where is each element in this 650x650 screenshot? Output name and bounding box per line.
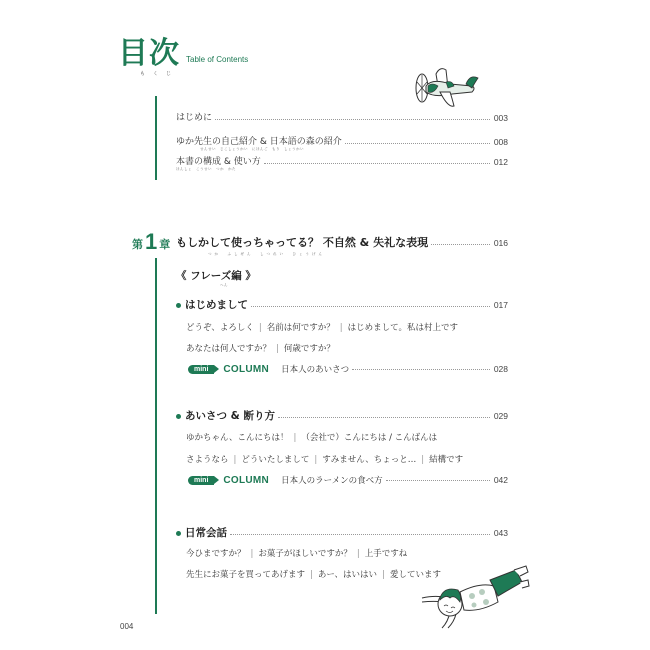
toc-label: ゆか先生の自己紹介 & 日本語の森の紹介 [176, 137, 342, 147]
intro-vertical-rule [155, 96, 157, 180]
phrase: あー、はいはい [317, 570, 378, 580]
leader-dots [278, 416, 490, 418]
mini-column-row[interactable] [188, 363, 508, 375]
phrase-line [186, 453, 463, 465]
toc-row-chapter-1[interactable] [176, 235, 508, 249]
toc-page: 008 [493, 137, 508, 147]
phrase: 何歳ですか？ [283, 344, 335, 354]
toc-ruby: せんせい じこしょうかい にほんご もり しょうかい [200, 147, 304, 151]
toc-row-self-intro[interactable] [176, 134, 508, 148]
mini-column-row[interactable] [188, 474, 508, 486]
column-label: COLUMN [223, 474, 270, 486]
column-label: COLUMN [223, 363, 270, 375]
leader-dots [251, 305, 490, 307]
toc-page: 012 [493, 157, 508, 167]
page-number: 004 [120, 622, 134, 631]
phrase: （会社で）こんにちは / こんばんは [301, 433, 438, 443]
separator: | [293, 433, 297, 443]
toc-page: 028 [493, 364, 508, 374]
phrase-line [186, 547, 407, 559]
arrow-icon [214, 365, 219, 373]
mini-badge: mini [188, 476, 214, 485]
section-label: 《 フレーズ編 》 [176, 270, 256, 282]
toc-row-structure[interactable] [176, 154, 508, 168]
leader-dots [352, 368, 490, 370]
phrase-line [186, 321, 458, 333]
toc-page: 016 [493, 238, 508, 248]
leader-dots [215, 118, 490, 120]
chapter-title: もしかして使っちゃってる？ 不自然 & 失礼な表現 [176, 236, 429, 249]
phrase: 上手ですね [364, 549, 408, 559]
section-ruby: へん [220, 283, 228, 287]
phrase: 先生にお菓子を買ってあげます [186, 570, 306, 580]
separator: | [421, 455, 425, 465]
leader-dots [264, 162, 490, 164]
chapter-num: 1 [145, 229, 158, 254]
toc-row-intro[interactable] [176, 110, 508, 124]
toc-ruby: ほんしょ こうせい つか かた [176, 167, 236, 171]
phrase: 名前は何ですか？ [266, 323, 335, 333]
leader-dots [431, 243, 490, 245]
phrase: どうぞ、よろしく [186, 323, 254, 333]
chapter-vertical-rule [155, 258, 157, 614]
separator: | [276, 344, 279, 354]
column-title: 日本人のあいさつ [281, 365, 350, 375]
toc-row-nichijou-kaiwa[interactable] [176, 525, 508, 539]
bullet-icon [176, 531, 181, 536]
toc-page: 029 [493, 411, 508, 421]
page-title-ruby: もくじ [140, 71, 180, 77]
leader-dots [230, 533, 490, 535]
toc-page: 042 [493, 475, 508, 485]
arrow-icon [214, 476, 219, 484]
phrase-line [186, 431, 437, 443]
toc-page: 017 [493, 300, 508, 310]
separator: | [314, 455, 318, 465]
toc-label: 本書の構成 & 使い方 [176, 157, 261, 167]
toc-page: 003 [493, 113, 508, 123]
phrase: 今ひまですか？ [186, 549, 246, 559]
leader-dots [345, 142, 490, 144]
separator: | [382, 570, 385, 580]
separator: | [233, 455, 237, 465]
phrase: すみません、ちょっと… [322, 455, 417, 465]
leader-dots [386, 479, 490, 481]
phrase-line [186, 342, 335, 354]
phrase: 結構です [429, 455, 464, 465]
toc-row-hajimemashite[interactable] [176, 297, 508, 311]
bullet-icon [176, 303, 181, 308]
chapter-ruby: つか ふしぜん しつれい ひょうげん [208, 252, 325, 256]
separator: | [310, 570, 313, 580]
phrase: はじめまして。私は村上です [347, 323, 458, 333]
column-title: 日本人のラーメンの食べ方 [281, 476, 383, 486]
airplane-illustration [412, 64, 484, 112]
phrase: お菓子がほしいですか？ [258, 549, 352, 559]
bullet-icon [176, 414, 181, 419]
phrase: どういたしまして [241, 455, 310, 465]
toc-label: はじめに [176, 113, 213, 123]
toc-page: 043 [493, 528, 508, 538]
separator: | [258, 323, 262, 333]
phrase: 愛しています [389, 570, 441, 580]
subsection-title: あいさつ & 断り方 [185, 410, 275, 422]
chapter-prefix: 第 [132, 238, 143, 251]
lying-child-illustration [420, 560, 530, 630]
toc-row-aisatsu[interactable] [176, 408, 508, 422]
page-subtitle-en: Table of Contents [186, 55, 249, 64]
subsection-title: 日常会話 [185, 527, 227, 539]
mini-badge: mini [188, 365, 214, 374]
phrase-line [186, 568, 441, 580]
page-title: 目次 [118, 36, 180, 71]
subsection-title: はじめまして [185, 299, 248, 311]
chapter-number [132, 229, 171, 254]
phrase: さようなら [186, 455, 229, 465]
chapter-suffix: 章 [159, 238, 171, 251]
separator: | [356, 549, 360, 559]
separator: | [339, 323, 343, 333]
separator: | [250, 549, 254, 559]
phrase: ゆかちゃん、こんにちは！ [186, 433, 289, 443]
phrase: あなたは何人ですか？ [186, 344, 272, 354]
